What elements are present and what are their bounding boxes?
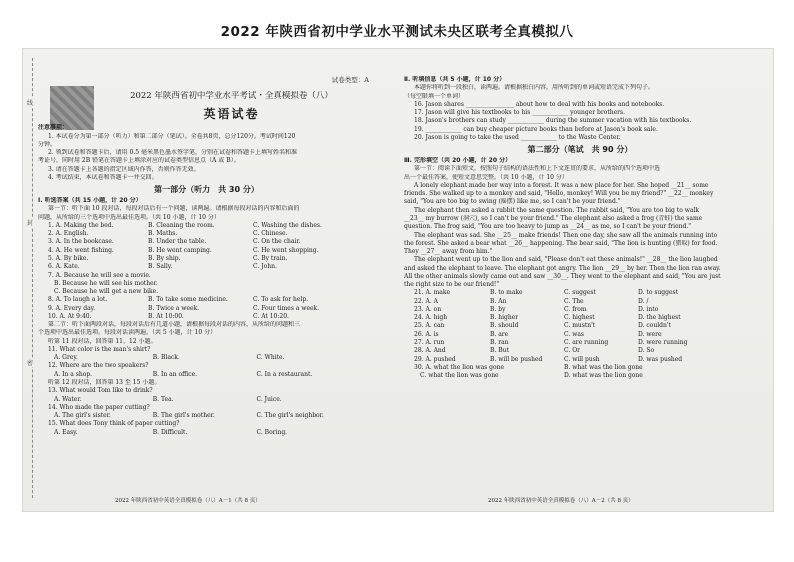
option: C. John. [253,263,277,271]
passage-line: the forest. She asked a bear what __26__ happening. The bear said, "The lion is hunting (猎取) for food. [404,239,718,247]
option: B. The girl's mother. [152,412,215,420]
instruction-line: 问题，从所给的三个选项中选出最佳选项。（共 10 小题，计 10 分） [38,213,220,221]
passage-line: The elephant went up to the lion and said, "Please don't eat these animals!" __28__ the lion laughed [414,256,718,264]
instruction-line: 第二节：听下面两段对话，每段对话后有几道小题，请根据每段对话的内容，从所给的问题和三 [48,321,301,329]
option: C. Or [564,347,580,355]
question-row [38,313,375,321]
passage-line: They __27__ away from him." [404,248,493,256]
option: 4. A. He went fishing. [48,246,114,254]
option: C. was [564,330,584,338]
question-row [38,247,375,255]
choice-row [404,306,756,314]
passage-line: A lonely elephant made her way into a forest. It was a new place for her. She hoped __21__ some [414,181,709,189]
section3-title: Ⅲ. 完形填空（共 20 小题，计 20 分） [404,157,512,165]
option: 10. A. At 9:40. [48,312,92,320]
option: B. by [490,305,506,313]
notice-line: 考证号，同时用 2B 铅笔在答题卡上填涂对应的试卷类型信息点（A 或 B）。 [38,157,240,165]
option: 2. A. English. [48,230,89,238]
option: C. Boring. [256,428,288,436]
option: 26. A. is [414,330,439,338]
option: A. Grey. [54,354,78,362]
option: B. to make [490,289,523,297]
option: B. Black. [152,354,180,362]
subject-title: 英语试卷 [203,106,260,121]
binding-dashed-line [32,58,33,498]
fill-question: 20. Jason is going to take the used ____________ to the Waste Center. [414,133,621,141]
question-row [38,396,375,404]
option: B. Difficult. [152,428,188,436]
listen-instruction: 听第 12 段对话，回答第 13 至 15 小题。 [48,378,161,386]
option: 22. A. A [414,297,438,305]
instruction-line: 个选项中选出最佳选项。每段对话读两遍。（共 5 小题，计 10 分） [38,329,217,337]
option: B. Cleaning the room. [148,221,215,229]
passage-line: question. The frog said, "You are too heavy to jump as __24__ as me, so I can't be your friend." [404,223,692,231]
option: 30. A. what the lion was gone [414,363,505,371]
option: B. By ship. [148,254,181,262]
option: C. White. [256,354,285,362]
option: 3. A. In the bookcase. [48,238,114,246]
question-row [38,354,375,362]
option: B. To take some medicine. [148,296,228,304]
choice-row [404,347,756,355]
fill-question: 19. ____________ can buy cheaper picture books than before at Jason's book sale. [414,125,658,133]
question-row [38,238,375,246]
option: C. In a restaurant. [256,370,313,378]
question-row [38,429,375,437]
passage-line: All the other animals slowly came out and saw __30__. They went to the elephant and said, "You are just [404,272,721,280]
notice-line: 2. 领到试卷和答题卡后，请用 0.5 毫米黑色墨水签字笔，分别在试卷和答题卡上填写姓名和准 [48,149,297,157]
choice-row [404,339,756,347]
section1-title: Ⅰ. 听选答案（共 15 小题，计 20 分） [38,197,142,205]
option: 1. A. Making the bed. [48,221,114,229]
notice-title: 注意事项： [38,124,69,132]
option: C. He went shopping. [253,246,319,254]
choice-row [404,322,756,330]
option: C. Chinese. [253,230,288,238]
fill-question: 17. Jason will give his textbooks to his ____________ younger brothers. [414,109,626,117]
option: C. highest [564,314,595,322]
option: C. what the lion was gone [420,372,499,380]
passage-line: said, "You are too big to swing (摇摆) like me, so I can't be your friend." [404,198,621,206]
option: C. from [564,305,587,313]
option: D. to suggest [638,289,679,297]
option: D. So [638,347,655,355]
option: B. ran [490,339,509,346]
option: D. / [638,297,649,305]
option: C. On the chair. [253,238,301,246]
option: 27. A. run [414,339,445,346]
question-row [38,263,375,271]
question-13: 13. What would Tom like to drink? [48,387,153,395]
instruction-line: 第一节：阅读下面短文，按照句子结构的语法性和上下文连贯的要求，从所给的四个选项中选 [414,165,661,173]
question-row [38,412,375,420]
option: B. are [490,330,509,338]
notice-line: 4. 考试结束，本试卷和答题卡一并交回。 [48,173,158,181]
question-7-b: B. Because he will see his mother. [54,279,158,287]
binding-tag: 线 [27,100,34,107]
option: 5. A. By bike. [48,254,89,262]
part2-heading: 第二部分（笔试 共 90 分） [527,145,633,155]
option: B. Twice a week. [148,304,200,312]
option: A. The girl's sister. [54,412,111,420]
passage-line: __23__ my burrow (洞穴), so I can't be your friend." The elephant also asked a frog (青蛙) the same [404,215,703,223]
instruction-line: 听第 11 段对话，回答第 11、12 小题。 [48,337,157,345]
instruction-line: 出一个最佳答案，使短文意思完整。（共 10 小题，计 10 分） [404,173,568,181]
right-page [404,76,756,380]
fill-question: 18. Jason's brothers can study ____________ during the summer vacation with his textbooks. [414,117,692,125]
option: 6. A. Kate. [48,263,80,271]
question-7-a: 7. A. Because he will see a movie. [48,271,151,279]
instruction-line: 第一节：听下面 10 段对话，每段对话后有一个问题，读两遍。请根据每段对话的内容和后面的 [48,205,300,213]
page-title: 2022 年陕西省初中学业水平测试未央区联考全真模拟八 [220,24,574,40]
option: 9. A. Every day. [48,304,96,312]
option: C. mustn't [564,322,596,330]
instruction-line: （每空限填一个单词） [404,92,465,100]
option: C. Four times a week. [253,304,320,312]
question-15: 15. What does Tony think of paper cutting? [48,420,180,428]
passage-line: the right size to be our friend!" [404,281,500,289]
exam-subtitle: 2022 年陕西省初中学业水平考试・全真模拟卷（八） [130,90,333,101]
option: B. At 10:00. [148,312,184,320]
choice-row [404,372,756,380]
passage-line: The elephant then asked a rabbit the same question. The rabbit said, "You are too big to walk [414,206,699,214]
question-row [38,296,375,304]
binding-tag: 密 [27,360,34,367]
option: 28. A. And [414,347,446,355]
option: B. Tea. [152,395,174,403]
left-page [38,76,375,437]
option: C. At 10:20. [253,312,289,320]
passage-line: and asked the elephant to leave. The elephant got angry. The lion __29__ by her. Then the lion ran away. [404,264,721,272]
choice-row [404,331,756,339]
option: 23. A. on [414,305,442,313]
exam-type: 试卷类型：A [331,76,369,84]
option: D. couldn't [638,322,671,330]
option: B. In an office. [152,370,198,378]
option: C. To ask for help. [253,296,309,304]
option: D. the highest [638,314,681,322]
option: C. The girl's neighbor. [256,412,324,420]
question-11: 11. What color is the man's shirt? [48,345,151,353]
instruction-line: 本题你将听到一段独白，读两遍。请根据独白内容，用所听到的单词或短语完成下列句子。 [414,84,655,92]
option: B. will be pushed [490,355,543,363]
option: C. suggest [564,289,596,297]
option: B. Maths. [148,230,178,238]
option: D. were [638,330,662,338]
binding-tag: 封 [27,220,34,227]
option: A. Water. [54,395,82,403]
option: C. The [564,297,584,305]
choice-row [404,364,756,372]
fill-question: 16. Jason shares ________________ about how to deal with his books and notebooks. [414,100,665,108]
option: A. In a shop. [54,370,93,378]
choice-row [404,356,756,364]
option: D. into [638,305,659,313]
option: 25. A. can [414,322,445,330]
option: 21. A. make [414,289,451,297]
question-7-c: C. Because he will get a new bike. [54,288,159,296]
left-page-footer: 2022 年陕西省初中英语全真模拟卷（八）A－1（共 8 页） [115,498,261,504]
notice-line: 3. 请在答题卡上各题的指定区域内作答，否则作答无效。 [48,165,200,173]
option: D. what was the lion gone [564,372,643,380]
option: C. will push [564,355,600,363]
option: B. An [490,297,507,305]
passage-line: The elephant was sad. She __25__ make friends! Then one day, she saw all the animals running into [414,231,718,239]
question-row [38,255,375,263]
question-row [38,371,375,379]
option: D. were running [638,339,688,346]
option: B. should [490,322,519,330]
question-14: 14. Who made the paper cutting? [48,403,150,411]
question-12: 12. Where are the two speakers? [48,362,149,370]
option: 29. A. pushed [414,355,456,363]
option: B. what was the lion gone [564,363,643,371]
option: C. Washing the dishes. [253,221,322,229]
option: B. higher [490,314,519,322]
question-row [38,222,375,230]
option: C. Juice. [256,395,282,403]
option: 24. A. high [414,314,448,322]
right-page-footer: 2022 年陕西省初中英语全真模拟卷（八）A－2（共 8 页） [488,498,634,504]
question-row [38,305,375,313]
option: B. He went camping. [148,246,212,254]
notice-line: 1. 本试卷分为第一部分（听力）和第二部分（笔试）。全卷共8页，总分120分。考试时间120 [48,132,296,140]
notice-line: 分钟。 [38,140,57,148]
part1-heading: 第一部分（听力 共 30 分） [154,185,259,195]
option: B. Under the table. [148,238,207,246]
option: B. But [490,347,509,355]
option: C. By train. [253,254,288,262]
option: B. Sally. [148,263,173,271]
option: D. was pushed [638,355,683,363]
choice-row [404,289,756,297]
passage-line: friends. She walked up to a monkey and said, "Hello, monkey! Will you be my friend?" __22__ monkey [404,190,714,198]
option: C. are running [564,339,609,346]
question-row [38,230,375,238]
choice-row [404,298,756,306]
choice-row [404,314,756,322]
option: A. Easy. [54,428,78,436]
section2-title: Ⅱ. 听填信息（共 5 小题，计 10 分） [404,76,506,83]
option: 8. A. To laugh a lot. [48,296,108,304]
